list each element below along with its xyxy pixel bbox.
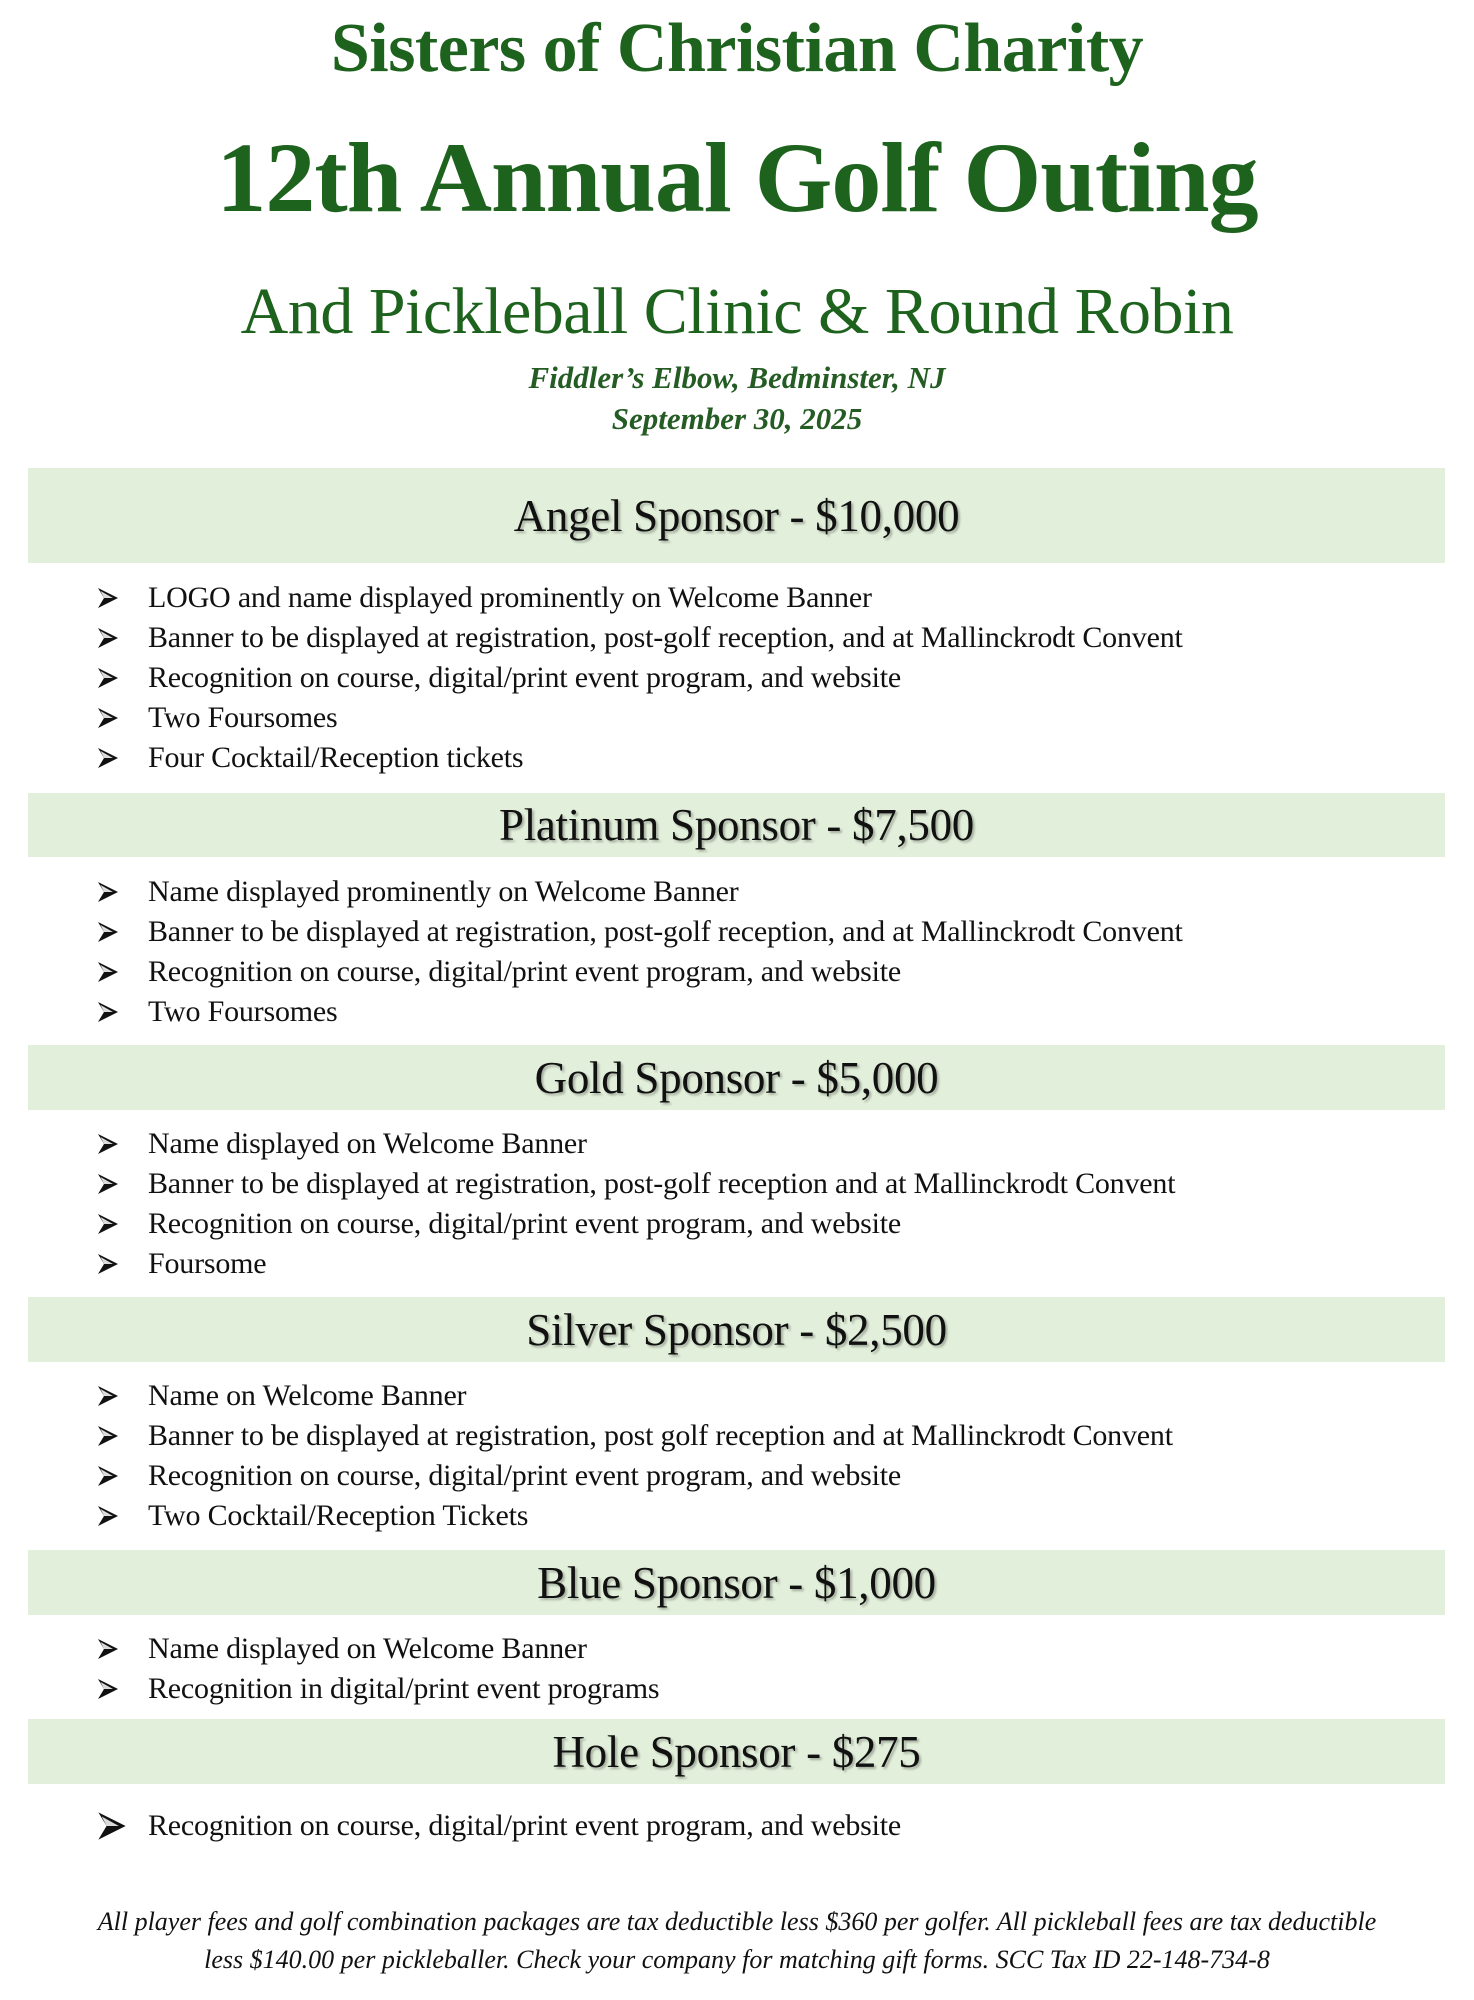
benefit-text: Recognition on course, digital/print event program, and website: [148, 661, 902, 694]
benefit-item: [97, 1124, 1437, 1164]
blue-sponsor-title: Blue Sponsor - $1,000: [537, 1557, 936, 1608]
arrowhead-bullet-icon: [97, 1678, 148, 1700]
silver-sponsor-header-band: [28, 1297, 1445, 1362]
benefit-text: Name on Welcome Banner: [148, 1379, 467, 1412]
arrowhead-bullet-icon: [97, 921, 148, 943]
arrowhead-bullet-icon: [97, 1001, 148, 1023]
benefit-item: [97, 738, 1437, 778]
benefit-item: [97, 1204, 1437, 1244]
benefit-text: Foursome: [148, 1247, 267, 1280]
event-date: September 30, 2025: [611, 401, 863, 436]
benefit-text: Two Foursomes: [148, 995, 338, 1028]
arrowhead-bullet-icon: [97, 1638, 148, 1660]
blue-sponsor-benefits-list: [97, 1629, 1437, 1709]
benefit-item: [97, 1376, 1437, 1416]
benefit-item: [97, 952, 1437, 992]
silver-sponsor-benefits-list: [97, 1376, 1437, 1536]
benefit-item: [97, 912, 1437, 952]
benefit-item: [97, 1456, 1437, 1496]
blue-sponsor-header-band: [28, 1550, 1445, 1615]
tax-deduction-note: [0, 1903, 1474, 1979]
benefit-item: [97, 1164, 1437, 1204]
benefit-item: [97, 1416, 1437, 1456]
event-title: 12th Annual Golf Outing: [216, 122, 1258, 233]
hole-sponsor-benefits-list: [97, 1806, 1437, 1846]
org-name: Sisters of Christian Charity: [330, 10, 1144, 87]
platinum-sponsor-header-band: [28, 793, 1445, 857]
benefit-item: [97, 1629, 1437, 1669]
angel-sponsor-title: Angel Sponsor - $10,000: [513, 490, 960, 541]
benefit-text: Two Foursomes: [148, 701, 338, 734]
gold-sponsor-header-band: [28, 1045, 1445, 1110]
benefit-text: Banner to be displayed at registration, post-golf reception, and at Mallinckrodt Convent: [148, 915, 1183, 948]
angel-sponsor-benefits-list: [97, 578, 1437, 778]
benefit-item: [97, 578, 1437, 618]
benefit-item: [97, 618, 1437, 658]
arrowhead-bullet-icon: [97, 1133, 148, 1155]
event-location: Fiddler’s Elbow, Bedminster, NJ: [528, 360, 946, 395]
hole-sponsor-header-band: [28, 1719, 1445, 1784]
benefit-item: [97, 1806, 1437, 1846]
benefit-text: Banner to be displayed at registration, post golf reception and at Mallinckrodt Convent: [148, 1419, 1173, 1452]
gold-sponsor-title: Gold Sponsor - $5,000: [534, 1052, 939, 1103]
arrowhead-bullet-icon: [97, 627, 148, 649]
benefit-text: Recognition on course, digital/print event program, and website: [148, 1459, 902, 1492]
arrowhead-bullet-icon: [97, 707, 148, 729]
tax-note-line-1: All player fees and golf combination packages are tax deductible less $360 per golfer. All pickleball fees are tax deductible: [97, 1907, 1377, 1936]
benefit-text: Recognition on course, digital/print event program, and website: [148, 955, 902, 988]
benefit-item: [97, 698, 1437, 738]
arrowhead-bullet-icon: [97, 667, 148, 689]
gold-sponsor-benefits-list: [97, 1124, 1437, 1284]
benefit-item: [97, 992, 1437, 1032]
hole-sponsor-title: Hole Sponsor - $275: [552, 1726, 921, 1777]
platinum-sponsor-benefits-list: [97, 872, 1437, 1032]
arrowhead-bullet-icon: [97, 747, 148, 769]
benefit-text: Two Cocktail/Reception Tickets: [148, 1499, 529, 1532]
arrowhead-bullet-icon: [97, 1173, 148, 1195]
benefit-item: [97, 1669, 1437, 1709]
benefit-text: LOGO and name displayed prominently on Welcome Banner: [148, 581, 872, 614]
benefit-text: Name displayed on Welcome Banner: [148, 1632, 587, 1665]
arrowhead-bullet-icon: [97, 1385, 148, 1407]
platinum-sponsor-title: Platinum Sponsor - $7,500: [498, 800, 975, 850]
benefit-text: Banner to be displayed at registration, post-golf reception, and at Mallinckrodt Convent: [148, 621, 1183, 654]
benefit-text: Recognition on course, digital/print event program, and website: [148, 1207, 902, 1240]
arrowhead-bullet-icon: [97, 1505, 148, 1527]
benefit-text: Four Cocktail/Reception tickets: [148, 741, 524, 774]
benefit-item: [97, 658, 1437, 698]
benefit-text: Banner to be displayed at registration, post-golf reception and at Mallinckrodt Convent: [148, 1167, 1176, 1200]
arrowhead-bullet-icon: [97, 1811, 148, 1841]
benefit-item: [97, 1244, 1437, 1284]
arrowhead-bullet-icon: [97, 961, 148, 983]
event-subtitle: And Pickleball Clinic & Round Robin: [240, 275, 1234, 348]
silver-sponsor-title: Silver Sponsor - $2,500: [526, 1304, 947, 1355]
arrowhead-bullet-icon: [97, 587, 148, 609]
benefit-text: Name displayed prominently on Welcome Banner: [148, 875, 739, 908]
benefit-text: Name displayed on Welcome Banner: [148, 1127, 587, 1160]
arrowhead-bullet-icon: [97, 1465, 148, 1487]
arrowhead-bullet-icon: [97, 1253, 148, 1275]
arrowhead-bullet-icon: [97, 1425, 148, 1447]
benefit-item: [97, 1496, 1437, 1536]
angel-sponsor-header-band: [28, 468, 1445, 563]
tax-note-line-2: less $140.00 per pickleballer. Check your company for matching gift forms. SCC Tax ID 22-148-734-8: [204, 1945, 1270, 1974]
benefit-item: [97, 872, 1437, 912]
arrowhead-bullet-icon: [97, 881, 148, 903]
benefit-text: Recognition on course, digital/print event program, and website: [148, 1809, 902, 1842]
arrowhead-bullet-icon: [97, 1213, 148, 1235]
benefit-text: Recognition in digital/print event programs: [148, 1672, 660, 1705]
